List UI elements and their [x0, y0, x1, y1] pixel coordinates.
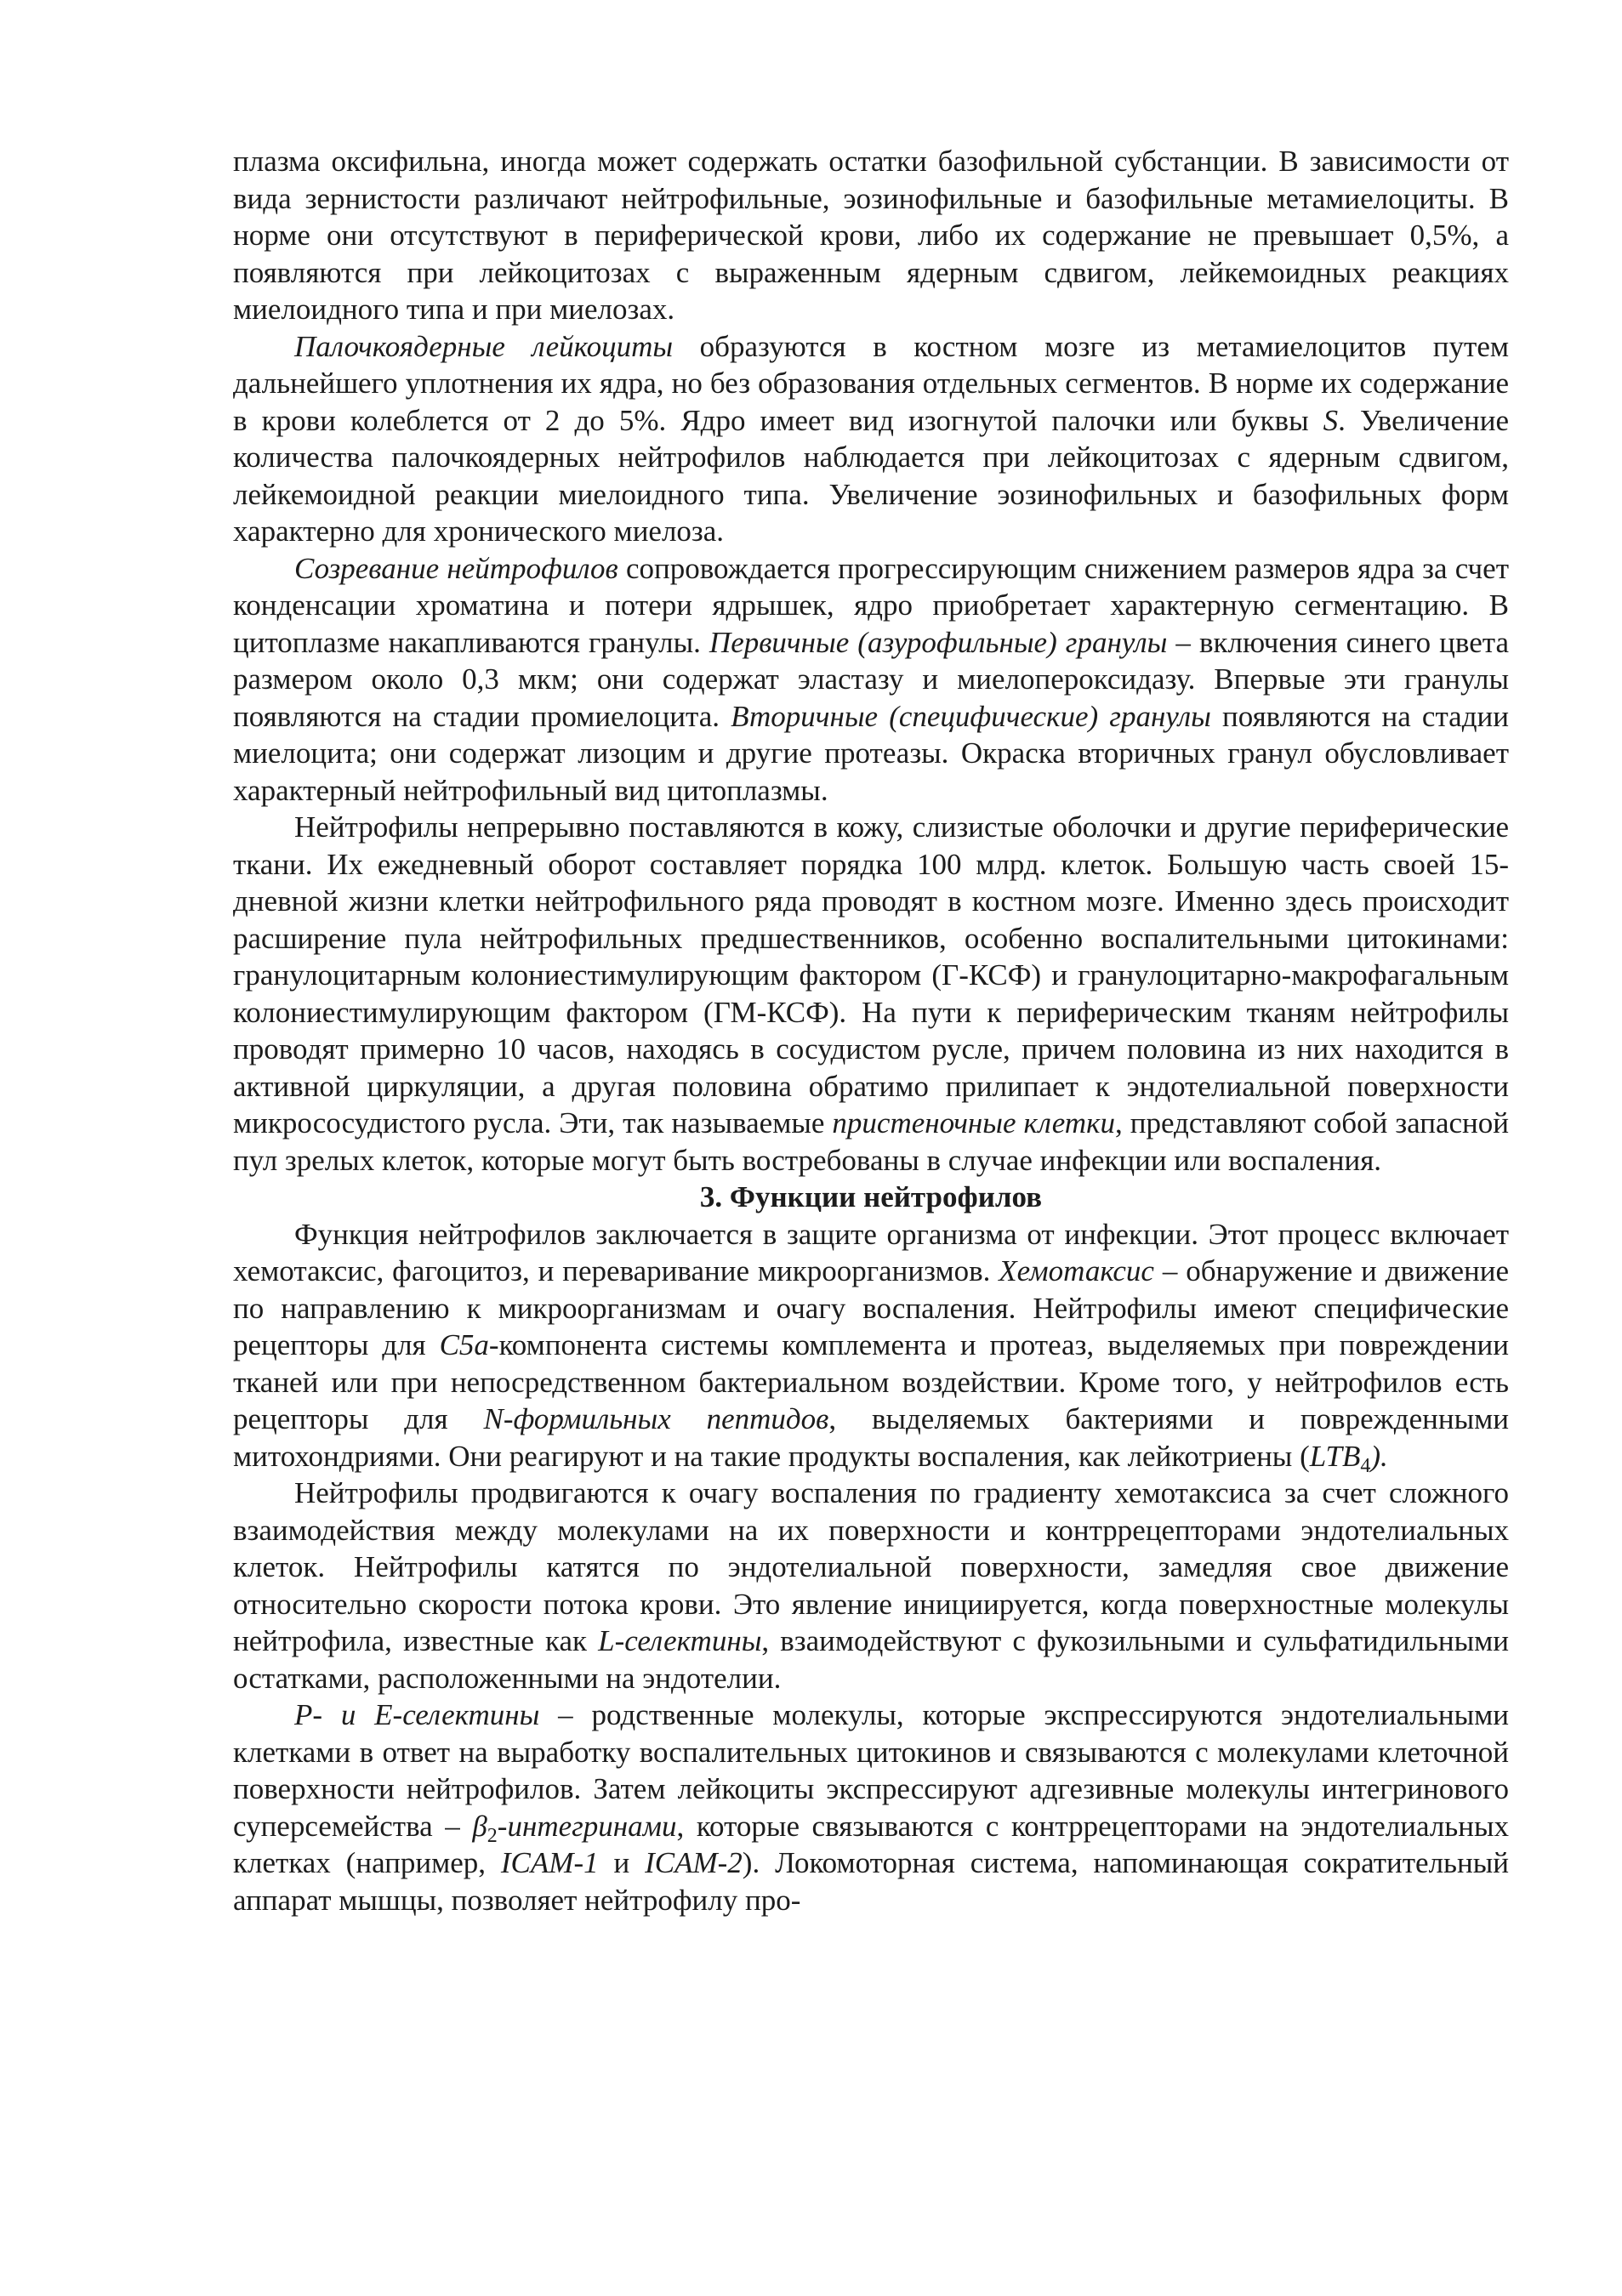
italic-term: ICAM-1 — [500, 1846, 599, 1879]
text-run: Нейтрофилы непрерывно поставляются в кожу, слизистые оболочки и другие периферические ткани. Их ежедневный оборот составляет порядка 100 млрд. клеток. Большую часть своей 15-дневной жизни клетки нейтрофильного ряда проводят в костном мозге. Именно здесь происходит расширение пула нейтрофильных предшественников, особенно воспалительными цитокинами: гранулоцитарным колониестимулирующим фактором (Г-КСФ) и гранулоцитарно-макрофагальным колониестимулирующим фактором (ГМ-КСФ). На пути к периферическим тканям нейтрофилы проводят примерно 10 часов, находясь в сосудистом русле, причем половина из них находится в активной циркуляции, а другая половина обратимо прилипает к эндотелиальной поверхности микрососудистого русла. Эти, так называемые — [233, 810, 1509, 1139]
text-run: , представляют собой запасной пул зрелых клеток, которые могут быть востребованы в случае инфекции или воспаления. — [233, 1106, 1509, 1177]
paragraph-metamyelocytes — [233, 143, 1509, 328]
italic-term: Созревание нейтрофилов — [294, 551, 618, 585]
text-run: плазма оксифильна, иногда может содержать остатки базофильной субстанции. В зависимости от вида зернистости различают нейтрофильные, эозинофильные и базофильные метамиелоциты. В норме они отсутствуют в периферической крови, либо их содержание не превышает 0,5%, а появляются при лейкоцитозах с выраженным ядерным сдвигом, лейкемоидных реакциях миелоидного типа и при миелозах. — [233, 145, 1509, 326]
italic-term: LTB — [1309, 1439, 1361, 1473]
text-run: , которые связываются с контррецепторами на эндотелиальных клетках (например, — [233, 1809, 1509, 1879]
italic-term: C5a — [439, 1328, 489, 1361]
italic-term: P- и E-селектины — [294, 1698, 540, 1731]
paragraph-selectins — [233, 1696, 1509, 1918]
italic-term: Первичные (азурофильные) гранулы – — [709, 625, 1191, 659]
text-run: Функция нейтрофилов заключается в защите организма от инфекции. Этот процесс включает хемотаксис, фагоцитоз, и переваривание микроорганизмов. — [233, 1217, 1509, 1287]
text-run: ). Локомоторная система, напоминающая сократительный аппарат мышцы, позволяет нейтрофилу про- — [233, 1846, 1509, 1917]
section-heading: 3. Функции нейтрофилов — [699, 1180, 1043, 1213]
text-run: , взаимодействуют с фукозильными и сульфатидильными остатками, расположенными на эндотелии. — [233, 1624, 1509, 1695]
text-run: сопровождается прогрессирующим снижением размеров ядра за счет конденсации хроматина и потери ядрышек, ядро приобретает характерную сегментацию. В цитоплазме накапливаются гранулы. — [233, 551, 1509, 659]
paragraph-band-neutrophils — [233, 328, 1509, 550]
italic-term: Палочкоядерные лейкоциты — [294, 329, 674, 363]
italic-term: -интегринами — [497, 1809, 677, 1843]
text-run: -компонента системы комплемента и протеаз, выделяемых при повреждении тканей или при непосредственном бактериальном воздействии. Кроме того, у нейтрофилов есть рецепторы для — [233, 1328, 1509, 1435]
text-run: – родственные молекулы, которые экспрессируются эндотелиальными клетками в ответ на выработку воспалительных цитокинов и связываются с молекулами клеточной поверхности нейтрофилов. Затем лейкоциты экспрессируют адгезивные молекулы интегринового суперсемейства – — [233, 1698, 1509, 1843]
paragraph-neutrophil-distribution — [233, 809, 1509, 1179]
subscript: 2 — [487, 1824, 498, 1847]
italic-term: L-селектины — [598, 1624, 762, 1657]
paragraph-neutrophil-maturation — [233, 550, 1509, 810]
italic-term: пристеночные клетки — [832, 1106, 1115, 1139]
document-page — [233, 143, 1509, 1918]
italic-term: N-формильных пептидов — [483, 1402, 829, 1435]
text-run: образуются в костном мозге из метамиелоцитов путем дальнейшего уплотнения их ядра, но без образования отдельных сегментов. В норме их содержание в крови колеблется от 2 до 5%. Ядро имеет вид изогнутой палочки или буквы — [233, 329, 1509, 437]
italic-term: Хемотаксис — [999, 1254, 1154, 1287]
italic-term: ). — [1370, 1439, 1388, 1473]
text-run: включения синего цвета размером около 0,3 мкм; они содержат эластазу и миелопероксидазу. Впервые эти гранулы появляются на стадии промиелоцита. — [233, 625, 1509, 733]
italic-term: β — [472, 1809, 487, 1843]
text-run: – обнаружение и движение по направлению к микроорганизмам и очагу воспаления. Нейтрофилы имеют специфические рецепторы для — [233, 1254, 1509, 1361]
text-run: , выделяемых бактериями и поврежденными митохондриями. Они реагируют и на такие продукты воспаления, как лейкотриены ( — [233, 1402, 1509, 1473]
text-run: . Увеличение количества палочкоядерных нейтрофилов наблюдается при лейкоцитозах с ядерным сдвигом, лейкемоидной реакции миелоидного типа. Увеличение эозинофильных и базофильных форм характерно для хронического миелоза. — [233, 403, 1509, 548]
italic-term: S — [1323, 403, 1339, 437]
text-run: и — [598, 1846, 646, 1879]
subscript: 4 — [1360, 1454, 1371, 1477]
text-run: появляются на стадии миелоцита; они содержат лизоцим и другие протеазы. Окраска вторичных гранул обусловливает характерный нейтрофильный вид цитоплазмы. — [233, 699, 1509, 807]
paragraph-chemotaxis-gradient — [233, 1475, 1509, 1696]
text-run: Нейтрофилы продвигаются к очагу воспаления по градиенту хемотаксиса за счет сложного взаимодействия между молекулами на их поверхности и контррецепторами эндотелиальных клеток. Нейтрофилы катятся по эндотелиальной поверхности, замедляя свое движение относительно скорости потока крови. Это явление инициируется, когда поверхностные молекулы нейтрофила, известные как — [233, 1476, 1509, 1657]
italic-term: Вторичные (специфические) гранулы — [731, 699, 1211, 733]
italic-term: ICAM-2 — [645, 1846, 743, 1879]
paragraph-neutrophil-function — [233, 1216, 1509, 1475]
